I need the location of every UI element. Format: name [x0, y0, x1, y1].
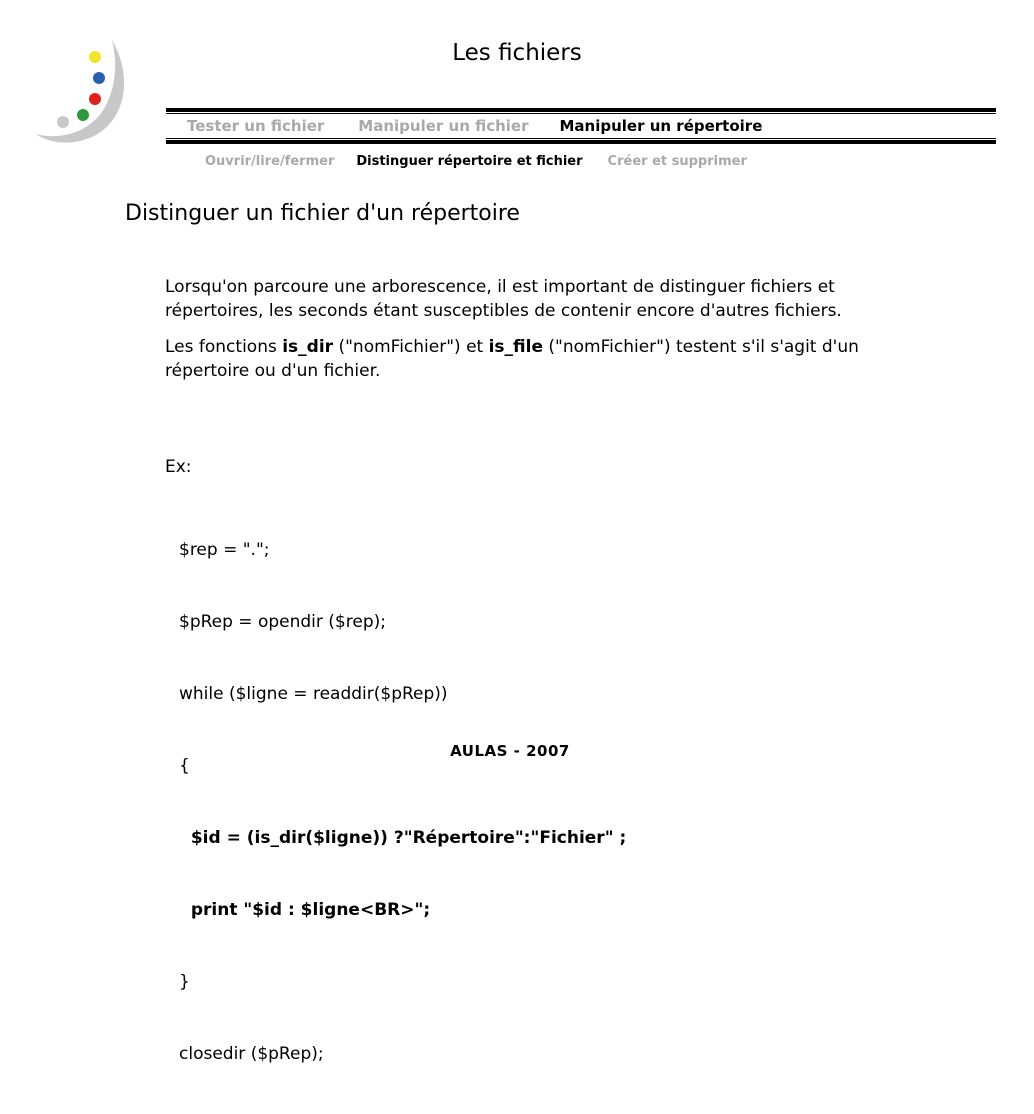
nav-rule-top-thick — [166, 108, 996, 112]
code-line: $pRep = opendir ($rep); — [179, 612, 386, 632]
code-line: closedir ($pRep); — [179, 1044, 324, 1064]
subtab-distinguer-repertoire-et-fichier[interactable]: Distinguer répertoire et fichier — [356, 153, 583, 169]
tab-tester-un-fichier[interactable]: Tester un fichier — [187, 117, 325, 135]
logo-dot-green — [77, 109, 89, 121]
code-line-highlight: $id = (is_dir($ligne)) ?"Répertoire":"Fichier" ; — [179, 828, 627, 848]
page-title: Les fichiers — [452, 40, 582, 66]
example-label: Ex: — [165, 457, 192, 477]
main-nav — [166, 115, 996, 137]
logo-dot-red — [89, 93, 101, 105]
body-text — [165, 275, 905, 395]
subtab-ouvrir-lire-fermer[interactable]: Ouvrir/lire/fermer — [205, 153, 335, 169]
code-example — [179, 490, 626, 1114]
nav-rule-bottom-thin — [166, 138, 996, 139]
code-line: { — [179, 756, 190, 776]
footer: AULAS - 2007 — [450, 742, 570, 760]
paragraph-intro: Lorsqu'on parcoure une arborescence, il est important de distinguer fichiers et répertoires, les seconds étant susceptibles de contenir encore d'autres fichiers. — [165, 277, 842, 321]
tab-manipuler-un-fichier[interactable]: Manipuler un fichier — [358, 117, 529, 135]
function-is-dir: is_dir — [282, 337, 334, 357]
code-line: } — [179, 972, 190, 992]
code-line: while ($ligne = readdir($pRep)) — [179, 684, 448, 704]
sub-nav — [166, 151, 996, 171]
code-line: $rep = "."; — [179, 540, 270, 560]
paragraph-functions — [165, 335, 905, 383]
nav-rule-top-thin — [166, 113, 996, 114]
nav-rule-bottom-thick — [166, 140, 996, 144]
section-title: Distinguer un fichier d'un répertoire — [125, 201, 520, 226]
paragraph-functions-prefix: Les fonctions — [165, 337, 283, 357]
function-is-file: is_file — [488, 337, 544, 357]
subtab-creer-et-supprimer[interactable]: Créer et supprimer — [607, 153, 747, 169]
paragraph-functions-suffix: ("nomFichier") testent s'il s'agit d'un répertoire ou d'un fichier. — [165, 337, 859, 381]
logo-dot-gray — [57, 116, 69, 128]
logo-dot-blue — [93, 72, 105, 84]
code-line-highlight: print "$id : $ligne<BR>"; — [179, 900, 431, 920]
tab-manipuler-un-repertoire[interactable]: Manipuler un répertoire — [559, 117, 763, 135]
paragraph-functions-middle: ("nomFichier") et — [333, 337, 489, 357]
